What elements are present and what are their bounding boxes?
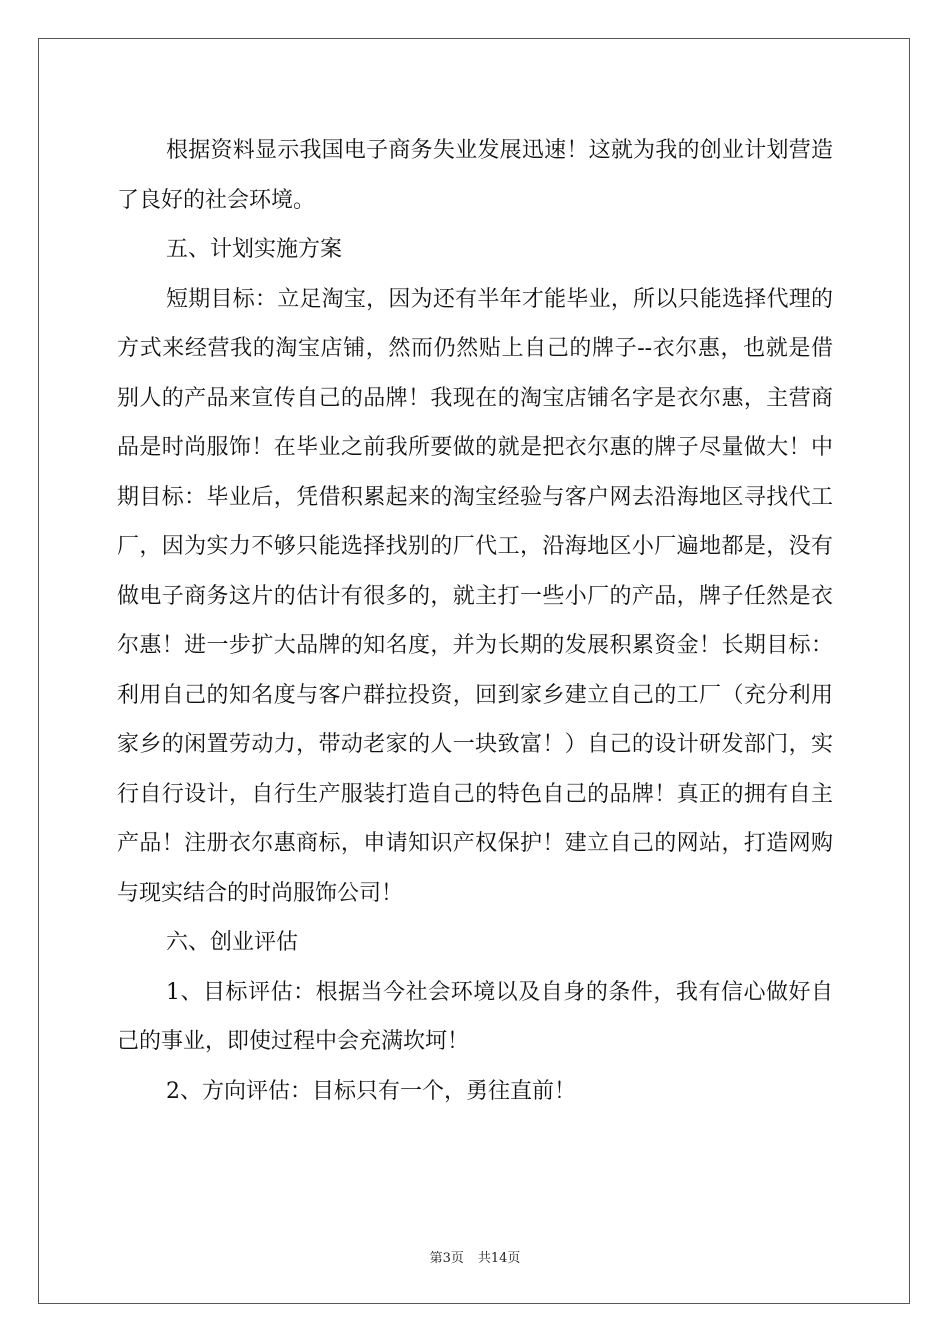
document-body bbox=[117, 126, 833, 1116]
paragraph-direction-evaluation: 2、方向评估：目标只有一个，勇往直前！ bbox=[166, 1078, 576, 1104]
page-number: 第3页 bbox=[429, 1251, 464, 1266]
page-total: 共14页 bbox=[477, 1251, 521, 1266]
paragraph-market-background: 根据资料显示我国电子商务失业发展迅速！这就为我的创业计划营造了良好的社会环境。 bbox=[117, 138, 833, 213]
section-heading-implementation-plan: 五、计划实施方案 bbox=[166, 237, 343, 262]
section-heading-startup-evaluation: 六、创业评估 bbox=[166, 930, 299, 955]
paragraph-goal-evaluation: 1、目标评估：根据当今社会环境以及自身的条件，我有信心做好自己的事业，即使过程中会充满坎坷！ bbox=[117, 979, 833, 1054]
paragraph-goals: 短期目标：立足淘宝，因为还有半年才能毕业，所以只能选择代理的方式来经营我的淘宝店铺，然而仍然贴上自己的牌子--衣尔惠，也就是借别人的产品来宣传自己的品牌！我现在的淘宝店铺名字是衣尔惠，主营商品是时尚服饰！在毕业之前我所要做的就是把衣尔惠的牌子尽量做大！中期目标：毕业后，凭借积累起来的淘宝经验与客户网去沿海地区寻找代工厂，因为实力不够只能选择找别的厂代工，沿海地区小厂遍地都是，没有做电子商务这片的估计有很多的，就主打一些小厂的产品，牌子任然是衣尔惠！进一步扩大品牌的知名度，并为长期的发展积累资金！长期目标：利用自己的知名度与客户群拉投资，回到家乡建立自己的工厂（充分利用家乡的闲置劳动力，带动老家的人一块致富！）自己的设计研发部门，实行自行设计，自行生产服装打造自己的特色自己的品牌！真正的拥有自主产品！注册衣尔惠商标，申请知识产权保护！建立自己的网站，打造网购与现实结合的时尚服饰公司！ bbox=[117, 286, 833, 906]
page-footer bbox=[0, 1247, 950, 1266]
